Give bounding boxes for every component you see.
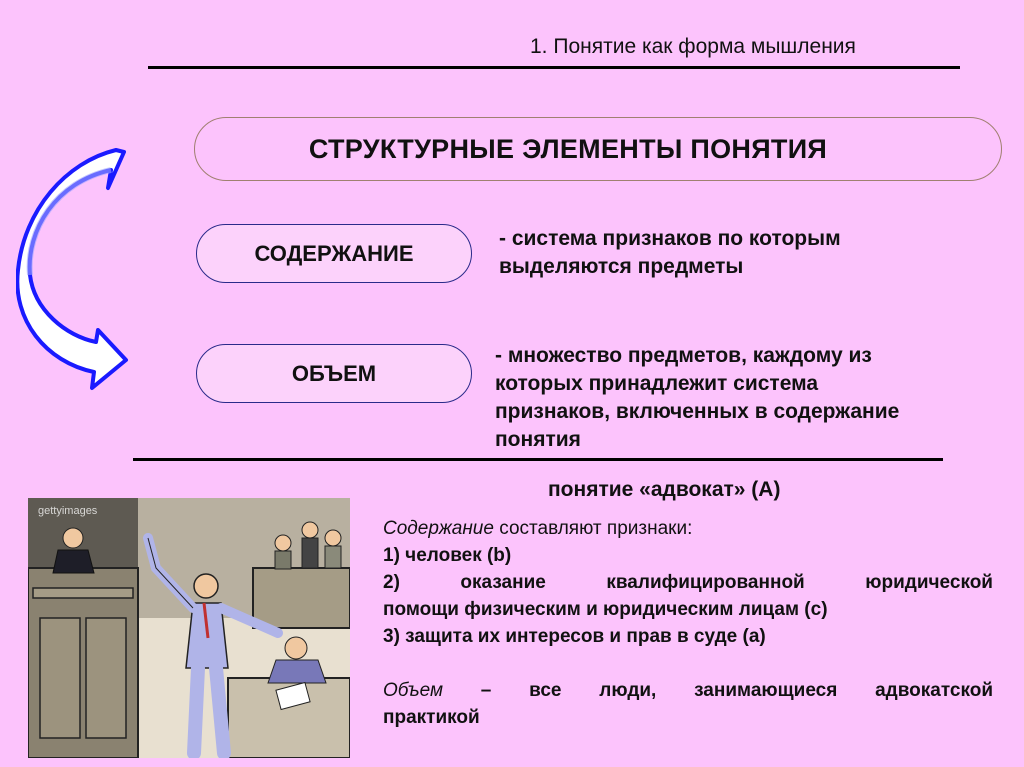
example-item-3: 3) защита их интересов и прав в суде (а) <box>383 626 766 647</box>
title-divider <box>148 66 960 69</box>
volume-definition-line: которых принадлежит система <box>495 372 819 395</box>
section-divider <box>133 458 943 461</box>
spacer <box>383 650 993 677</box>
example-item-2: 2) оказание квалифицированной юридической <box>383 572 993 593</box>
volume-definition-line: понятия <box>495 428 581 451</box>
volume-definition-line: признаков, включенных в содержание <box>495 400 900 423</box>
example-intro: Содержание составляют признаки: <box>383 518 693 539</box>
example-volume-cont: практикой <box>383 707 480 728</box>
content-definition-line: - система признаков по которым <box>499 227 841 250</box>
curved-arrow-icon <box>16 140 136 400</box>
example-item-1: 1) человек (b) <box>383 545 512 566</box>
example-title: понятие «адвокат» (А) <box>548 478 781 501</box>
example-volume: Объем – все люди, занимающиеся адвокатской <box>383 680 993 701</box>
image-watermark: gettyimages <box>38 505 98 517</box>
volume-pill: ОБЪЕМ <box>196 344 472 403</box>
content-definition-line: выделяются предметы <box>499 255 744 278</box>
volume-definition <box>495 342 1005 454</box>
example-item-2-cont: помощи физическим и юридическим лицам (с) <box>383 599 828 620</box>
example-text <box>383 515 993 731</box>
structure-header-text: СТРУКТУРНЫЕ ЭЛЕМЕНТЫ ПОНЯТИЯ <box>308 133 828 164</box>
courtroom-illustration <box>28 498 350 758</box>
volume-definition-line: - множество предметов, каждому из <box>495 344 872 367</box>
content-pill: СОДЕРЖАНИЕ <box>196 224 472 283</box>
slide-title: 1. Понятие как форма мышления <box>530 35 856 58</box>
structure-header <box>194 117 1002 181</box>
content-definition <box>499 225 919 281</box>
